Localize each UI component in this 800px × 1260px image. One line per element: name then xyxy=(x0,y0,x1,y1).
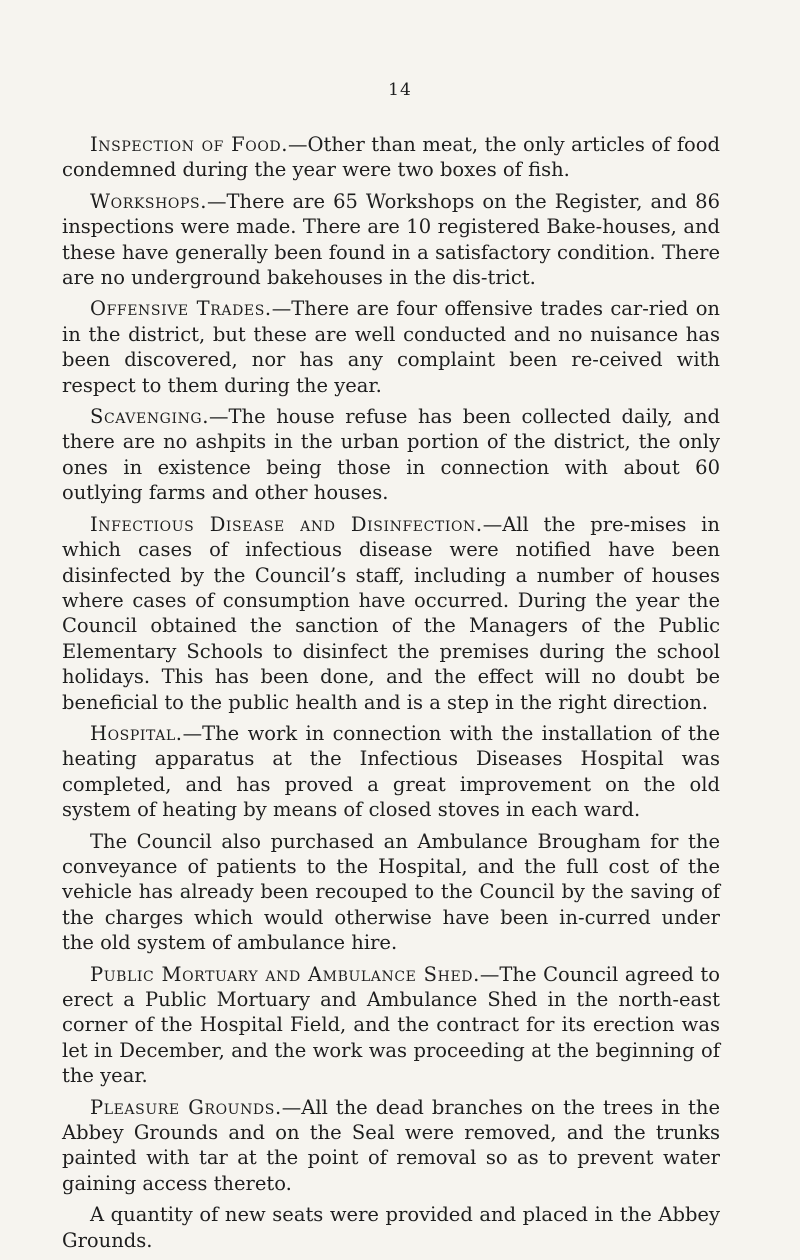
body-text xyxy=(62,132,720,1253)
paragraph-infectious-disease xyxy=(62,512,720,715)
paragraph-text: —There are 65 Workshops on the Register, and 86 inspections were made. There are 10 registered Bake-houses, and these have generally been found in a satisfactory condition. There are no underground bakehouses in the dis-trict. xyxy=(62,189,720,290)
paragraph-text: —Other than meat, the only articles of food condemned during the year were two boxes of fish. xyxy=(62,133,720,182)
page-number: 14 xyxy=(388,80,412,100)
paragraph-text: —All the dead branches on the trees in the Abbey Grounds and on the Seal were removed, and the trunks painted with tar at the point of removal so as to prevent water gaining access thereto. xyxy=(62,1095,720,1195)
section-heading: Pleasure Grounds. xyxy=(90,1095,282,1119)
paragraph-hospital xyxy=(62,721,720,823)
paragraph-text: —The house refuse has been collected daily, and there are no ashpits in the urban portion of the district, the only ones in existence being those in connection with about 60 outlying farms and other houses. xyxy=(62,405,720,505)
paragraph-public-mortuary xyxy=(62,962,720,1089)
section-heading: Inspection of Food. xyxy=(90,133,289,156)
section-heading: Offensive Trades. xyxy=(90,297,272,321)
paragraph-text: The Council also purchased an Ambulance Brougham for the conveyance of patients to the Hospital, and the full cost of the vehicle has already been recouped to the Council by the saving of the charges which would otherwise have been in-curred under the old system of ambulance hire. xyxy=(62,829,720,955)
section-heading: Public Mortuary and Ambulance Shed. xyxy=(90,962,480,986)
paragraph-workshops xyxy=(62,189,720,291)
paragraph-text: —The Council agreed to erect a Public Mortuary and Ambulance Shed in the north-east corner of the Hospital Field, and the contract for its erection was let in December, and the work was proceeding at the beginning of the year. xyxy=(62,962,720,1088)
paragraph-text: A quantity of new seats were provided and placed in the Abbey Grounds. xyxy=(62,1203,720,1252)
paragraph-pleasure-grounds xyxy=(62,1095,720,1197)
paragraph-offensive-trades xyxy=(62,296,720,398)
paragraph-new-seats xyxy=(62,1202,720,1253)
paragraph-text: —The work in connection with the installation of the heating apparatus at the Infectious Diseases Hospital was completed, and has proved a great improvement on the old system of heating by means of closed stoves in each ward. xyxy=(62,721,720,822)
section-heading: Infectious Disease and Disinfection. xyxy=(90,512,483,536)
section-heading: Scavenging. xyxy=(90,405,210,429)
section-heading: Workshops. xyxy=(90,189,208,213)
paragraph-text: —There are four offensive trades car-ried on in the district, but these are well conducted and no nuisance has been discovered, nor has any complaint been re-ceived with respect to them during the year. xyxy=(62,297,720,397)
paragraph-inspection-of-food xyxy=(62,132,720,183)
section-heading: Hospital. xyxy=(90,721,183,745)
paragraph-ambulance-brougham xyxy=(62,829,720,956)
paragraph-text: —All the pre-mises in which cases of infectious disease were notified have been disinfected by the Council’s staff, including a number of houses where cases of consumption have occurred. During the year the Council obtained the sanction of the Managers of the Public Elementary Schools to disinfect the premises during the school holidays. This has been done, and the effect will no doubt be beneficial to the public health and is a step in the right direction. xyxy=(62,512,720,714)
paragraph-scavenging xyxy=(62,404,720,506)
